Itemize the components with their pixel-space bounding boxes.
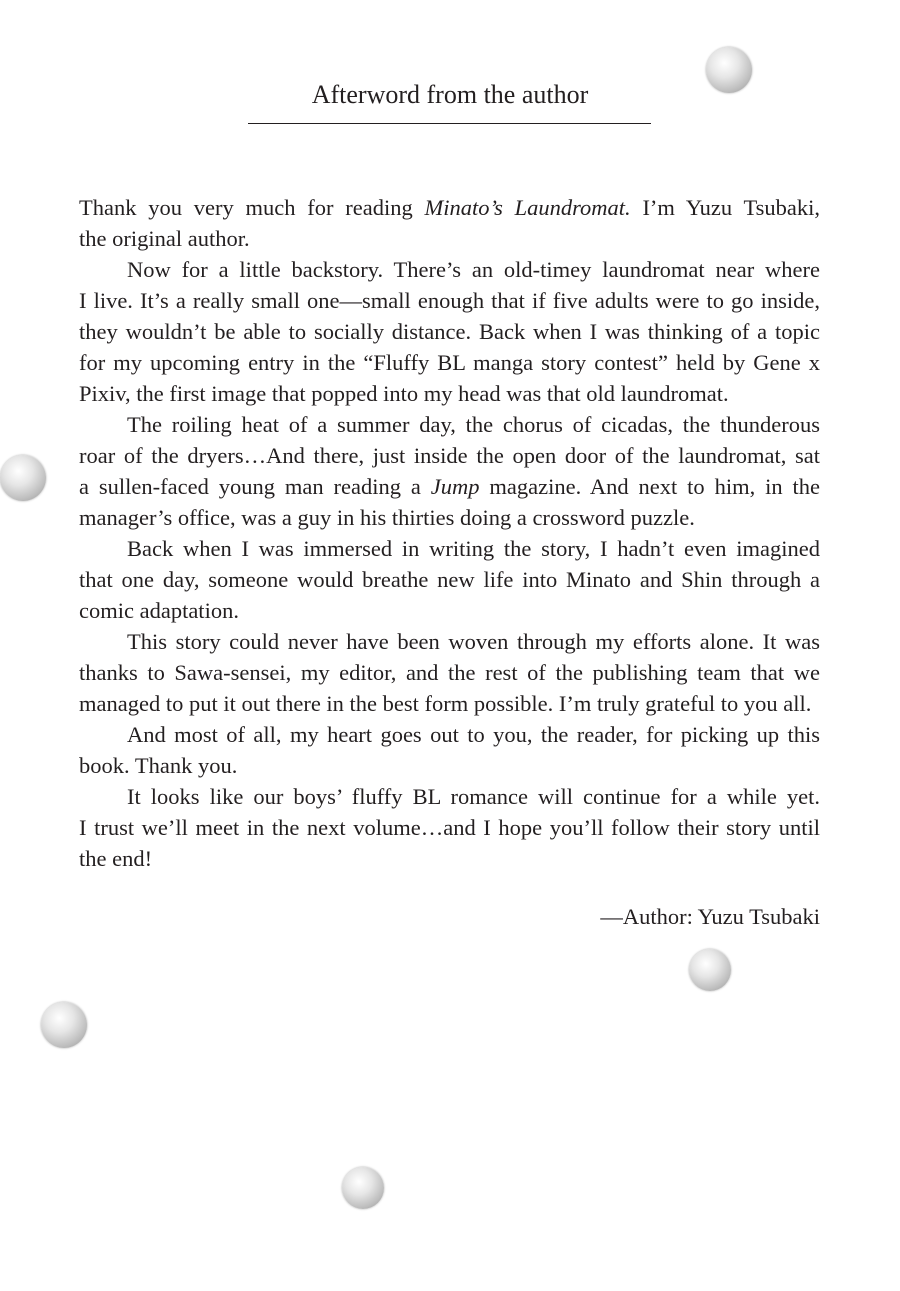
paragraph-line: [79, 750, 820, 781]
text-segment: magazine. And next to him, in the: [479, 474, 820, 499]
text-segment: manager’s office, was a guy in his thirties doing a crossword puzzle.: [79, 505, 695, 530]
paragraph-line: [79, 595, 820, 626]
paragraph-line: [79, 657, 820, 688]
bubble-decoration-icon: [689, 949, 731, 991]
paragraph-line: [79, 347, 820, 378]
paragraph-line: [79, 564, 820, 595]
paragraph-line: [79, 254, 820, 285]
bubble-decoration-icon: [706, 47, 752, 93]
text-segment: It looks like our boys’ fluffy BL romance will continue for a while yet.: [127, 784, 820, 809]
paragraph-line: [79, 471, 820, 502]
text-segment: The roiling heat of a summer day, the chorus of cicadas, the thunderous: [127, 412, 820, 437]
paragraph-line: [79, 812, 820, 843]
text-segment: they wouldn’t be able to socially distance. Back when I was thinking of a topic: [79, 319, 820, 344]
text-segment: Thank you very much for reading: [79, 195, 425, 220]
paragraph-line: [79, 688, 820, 719]
bubble-decoration-icon: [0, 455, 46, 501]
italic-title: Jump: [430, 474, 480, 499]
text-segment: This story could never have been woven through my efforts alone. It was: [127, 629, 820, 654]
text-segment: the end!: [79, 846, 153, 871]
author-signature: —Author: Yuzu Tsubaki: [600, 904, 820, 929]
text-segment: for my upcoming entry in the “Fluffy BL manga story contest” held by Gene x: [79, 350, 820, 375]
paragraph-line: [79, 223, 820, 254]
paragraph-line: [79, 409, 820, 440]
paragraph-line: [79, 502, 820, 533]
text-segment: I live. It’s a really small one—small enough that if five adults were to go inside,: [79, 288, 820, 313]
text-segment: roar of the dryers…And there, just inside the open door of the laundromat, sat: [79, 443, 820, 468]
paragraph-line: [79, 285, 820, 316]
text-segment: that one day, someone would breathe new life into Minato and Shin through a: [79, 567, 820, 592]
text-segment: a sullen-faced young man reading a: [79, 474, 431, 499]
page-title: Afterword from the author: [311, 80, 589, 109]
text-segment: Back when I was immersed in writing the story, I hadn’t even imagined: [127, 536, 820, 561]
afterword-body: [79, 192, 820, 874]
paragraph-line: [79, 626, 820, 657]
paragraph-line: [79, 843, 820, 874]
paragraph-line: [79, 316, 820, 347]
paragraph-line: [79, 378, 820, 409]
bubble-decoration-icon: [342, 1167, 384, 1209]
paragraph-line: [79, 533, 820, 564]
paragraph-line: [79, 781, 820, 812]
bubble-decoration-icon: [41, 1002, 87, 1048]
title-underline: [248, 123, 651, 124]
paragraph-line: [79, 440, 820, 471]
text-segment: I’m Yuzu Tsubaki,: [630, 195, 820, 220]
text-segment: managed to put it out there in the best form possible. I’m truly grateful to you all.: [79, 691, 812, 716]
text-segment: thanks to Sawa-sensei, my editor, and the rest of the publishing team that we: [79, 660, 820, 685]
text-segment: And most of all, my heart goes out to you, the reader, for picking up this: [127, 722, 820, 747]
paragraph-line: [79, 192, 820, 223]
text-segment: comic adaptation.: [79, 598, 239, 623]
paragraph-line: [79, 719, 820, 750]
text-segment: the original author.: [79, 226, 250, 251]
text-segment: Pixiv, the first image that popped into my head was that old laundromat.: [79, 381, 729, 406]
text-segment: Now for a little backstory. There’s an old-timey laundromat near where: [127, 257, 820, 282]
text-segment: I trust we’ll meet in the next volume…and I hope you’ll follow their story until: [79, 815, 820, 840]
text-segment: book. Thank you.: [79, 753, 238, 778]
italic-title: Minato’s Laundromat.: [424, 195, 631, 220]
